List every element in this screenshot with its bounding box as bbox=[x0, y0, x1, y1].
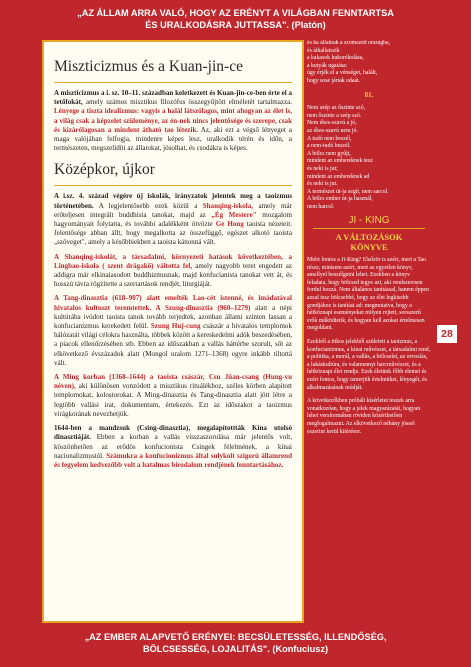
paragraph-shanqing bbox=[54, 192, 292, 247]
footer-quote-line1: „AZ EMBER ALAPVETŐ ERÉNYEI: BECSÜLETESSÉG, ILLENDŐSÉG, bbox=[84, 632, 387, 642]
text-highlight: Shanqing-iskola, bbox=[202, 201, 254, 210]
text-highlight: „Ég Mestere" bbox=[211, 210, 257, 219]
text-normal: alatt a népi kultúrába ivódott taoista tanok tovább terjedtek, azonban állami szinten lassan a konfucianizmus kerekedett felül. bbox=[54, 303, 292, 331]
iching-paragraph-3: A következőkben próbált kísérletet teszek arra vonatkozóan, hogy a jelek magyarázatát, hogyan lehet versformában röviden közérthetően megfogalmazni. Az elkövetkező néhány jóssel eszerint kerül kitérésre. bbox=[307, 398, 421, 435]
header-quote-line1: „AZ ÁLLAM ARRA VALÓ, HOGY AZ ERÉNYT A VILÁGBAN FENNTARTSA bbox=[77, 8, 394, 18]
iching-subtitle-line1: A VÁLTOZÁSOK bbox=[335, 232, 403, 243]
text-highlight: Szung Huj-cung bbox=[150, 322, 201, 331]
text-normal: amely már erőteljesen integrált buddhista tanokat, majd az bbox=[54, 201, 292, 219]
section-divider bbox=[54, 82, 292, 83]
section-title-kozepkor: Középkor, újkor bbox=[54, 161, 155, 179]
header-quote-line2: ÉS URALKODÁSRA JUTTASSA". (Platón) bbox=[145, 19, 326, 30]
text-highlight: A Shanqing-iskolát, a társadalmi, környezeti hatások következtében, a Lingbao-iskola ( szent drágakő) váltotta fel, bbox=[54, 252, 292, 270]
text-normal: A legjelentősebb ezek közül a bbox=[93, 201, 203, 210]
text-highlight: A Ming korban (1368–1644) a taoista császár, Csu Jüan-csang (Hung-vu néven), bbox=[54, 373, 292, 391]
paragraph-csing bbox=[54, 424, 292, 470]
section-title-miszticizmus: Miszticizmus és a Kuan-jin-ce bbox=[54, 58, 243, 75]
main-text-column bbox=[42, 40, 304, 623]
text-normal: amely nagyobb teret engedett az addigra már elkinaiasodott buddhizmusnak, majd konfucianista tanokat vett át, és hosszú távra rögzítette a szertartások rendjét, liturgiáját. bbox=[54, 261, 292, 289]
text-normal: Ebben a korban a vallás visszaszorulása már jelentős volt, köszönhetően az erődös konfucionista Csingek félelmének, a kínai nacionalizmustól. bbox=[54, 433, 292, 460]
text-highlight: Ge Hong bbox=[215, 220, 244, 229]
iching-subtitle-line2: KÖNYVE bbox=[350, 242, 388, 253]
footer-quote-line2: BÖLCSESSÉG, LOJALITÁS". (Konfuciusz) bbox=[142, 643, 329, 654]
text-normal: taoista nézeteit. Jelentősége abban állt, hogy megalkotta az összefüggő, egészet alkotó taoista „szöveget", amely a későbbiekben a taoista kánonná vált. bbox=[54, 220, 292, 247]
paragraph-ming bbox=[54, 373, 292, 419]
text-normal: aki különösen vonzódott a misztikus rituálékhoz, széles körben alapított templomokat, kolostorokat. A Ming-dinasztia és Tang-dinasztia alatt jött létre a legtöbb vallási irat, dokumentum, értekezés. Ezt az időszakot a taoizmus virágkorának nevezhetjük. bbox=[54, 382, 292, 418]
iching-paragraph-2: Ezekből a titkos jelekből született a taoizmus, a konfucianizmus, a kínai művészet, a társadalmi rend, a politika, a morál, a vallás, a bölcselet, az orvoslás, a lakáskultúra, és valamennyi harcművészet, és a hétköznapi élet rendje. Ezek életünk főbb elemei és ezért fontos, hogy ismerjük értelmüket, lényegét, és alkalmazásának módját. bbox=[307, 339, 431, 391]
text-highlight: A Tang-dinasztia (618–907) alatt emelték Lao-cét istenné, és imádatával hivatalos kultuszt teremtettek. A Szung-dinasztia (960–1279) bbox=[54, 294, 292, 312]
page-number-badge: 28 bbox=[437, 325, 457, 343]
iching-paragraph-1: Miért fontos a Ji-King? Elsőzör is azért, mert a Tao része, mintsem azért, mert az egyetlen könyv, amellyel beszélgetni lehet. Ezekben a könyv feladata, hogy bölcsed tegye azt, aki rendszeresen fordul hozzá. Nem általános tanítással, hanem éppen azzal tesz bölcsebbé, hogy az élet legkisebb gondjához is tanítást ad: megmutatva, hogy a hétköznapi eseményeket milyen rejtett, sorsszerű erők működtetik, és hogyan kell azokat értelmesen megoldani. bbox=[307, 257, 430, 332]
section-divider bbox=[54, 185, 292, 186]
text-normal: császár a hivatalos templomok hálózatát világi célokra használta, többek között a kereskedelmi adók beszedésében, a piacok ellenőrzésében stb. Ebben az időszakban a vallás háttérbe szorult, sőt az elkövetkező évszázadok alatt (Mongol uralom 1271–1368) egyre inkább tiltottá vált. bbox=[54, 322, 292, 367]
text-bold: A miszticizmus a i. sz. 10–11. században keletkezett és Kuan-jin-ce-ben érte el a tetőfokát, bbox=[54, 89, 292, 107]
text-bold: A i.sz. 4. század végére új iskolák, irányzatok jelentek meg a taoizmus történetében. bbox=[54, 192, 292, 210]
paragraph-tang-szung bbox=[54, 294, 292, 368]
text-normal: mozgalom hagyományait folytatta, és további adalékként ötvözte bbox=[54, 210, 292, 229]
page-footer-quote bbox=[0, 629, 471, 667]
text-bold: 1644-ben a mandzsuk (Csing-dinasztia), megalapítottták Kína utolsó dinasztiáját. bbox=[54, 424, 292, 442]
paragraph-miszticizmus bbox=[54, 89, 292, 153]
iching-subtitle bbox=[307, 232, 431, 252]
iching-divider bbox=[313, 228, 425, 229]
text-normal: amely számos misztikus filozófus összegyűjtött elméletét tartalmazza. bbox=[82, 98, 292, 107]
paragraph-lingbao bbox=[54, 253, 292, 290]
poem-number: 81. bbox=[364, 90, 374, 99]
poem-81: Nem szép az őszinte szó, nem őszinte a szép szó. Nem ékes-szavú a jó, az ékes-szavú nem jó. A tudó nem beszél, a nem-tudó beszél. A bölcs nem gyűjt, mindent az embereknek tesz és neki is jut; mindent az embereknek ad és neki is jut. A természet út-ja segít, nem sarcol. A bölcs ember út-ja használ, nem harcol. bbox=[307, 105, 389, 210]
text-normal: Az, aki ezt a végső lényeget a maga valójában felfogja, mindenre képes lesz, uralkodik térén és időn, a természeten, megszelídíti az állatokat, jósolhat, és csodákra is képes. bbox=[54, 125, 292, 153]
poem-continuation: és ha állatnak a szomszéd országba, és áthallatszik a kakasok kukorékolása, a kutyák ugatása: úgy érjék el a vénséget, halált, hogy sose jártak odaát. bbox=[307, 40, 391, 84]
side-column bbox=[307, 40, 431, 623]
iching-title: JI - KING bbox=[348, 215, 390, 227]
text-highlight: Számukra a konfucionizmus által sulykolt szigorú államrend és fegyelem kedvezőbb volt a hatalmas birodalom rendjének fenntartásához. bbox=[54, 451, 292, 469]
page-header-quote bbox=[0, 0, 471, 38]
text-highlight: Lényege a tiszta idealizmus: vagyis a halál látszólagos, mint ahogyan az élet is, a világ csak a képzelet szüleménye, az én-nek nincs jelentősége és szerepe, csak és kizárólagosan a mindent átható tao létezik. bbox=[54, 107, 292, 134]
